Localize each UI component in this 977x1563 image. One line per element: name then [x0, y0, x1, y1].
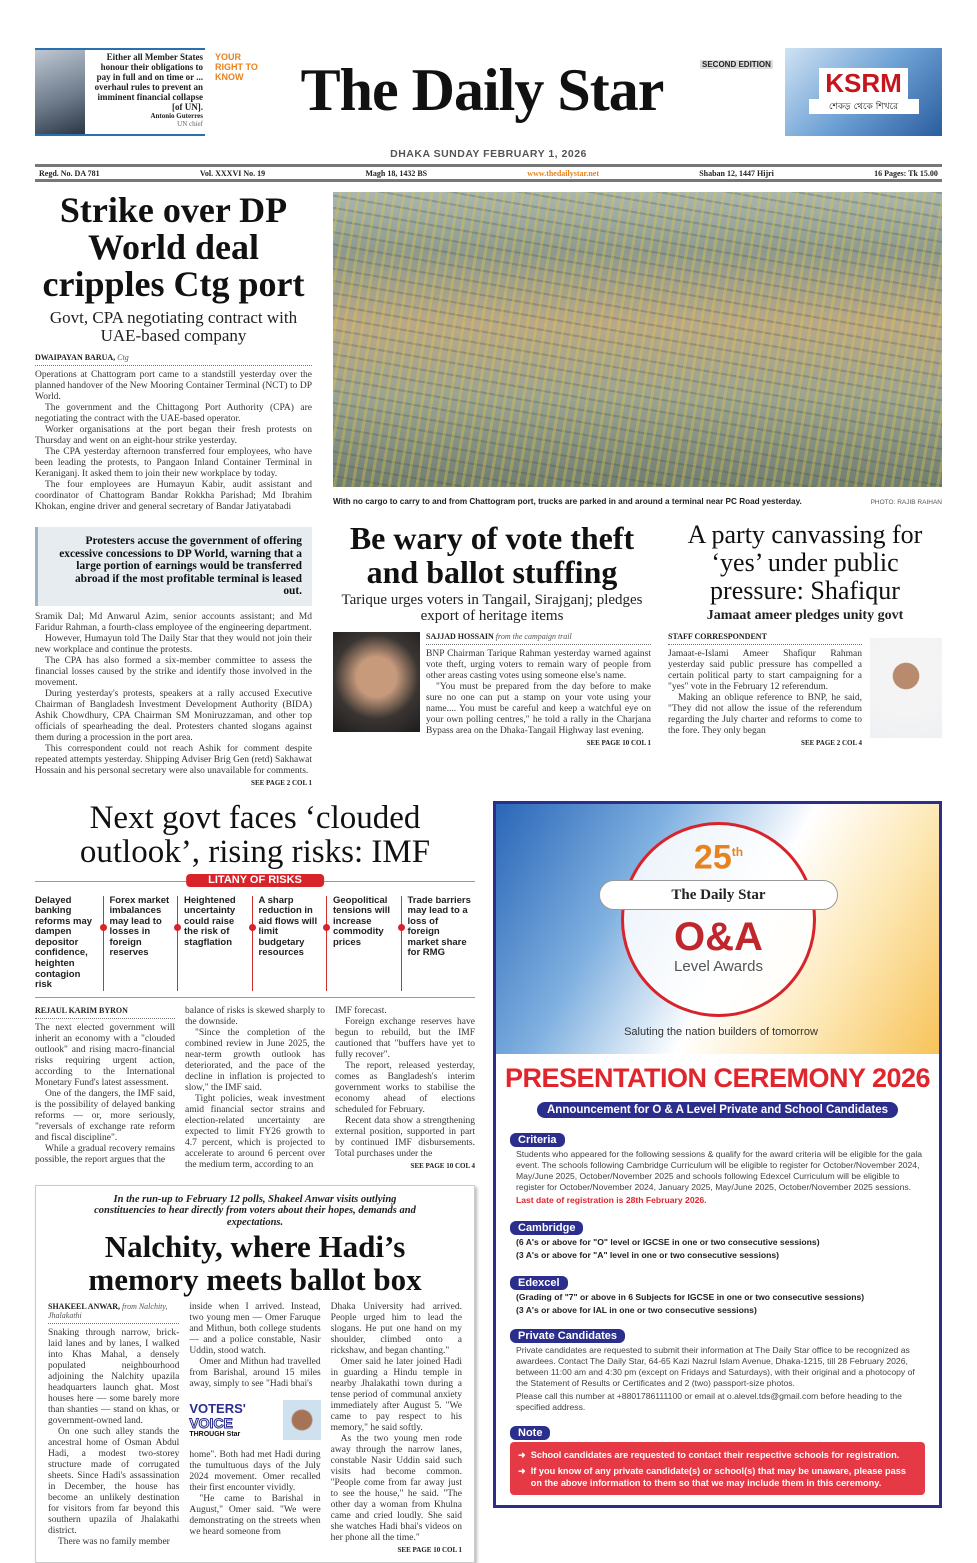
author-photo	[283, 1400, 321, 1440]
dateline: DHAKA SUNDAY FEBRUARY 1, 2026	[390, 148, 587, 160]
note-box: ➜ School candidates are requested to contact their respective schools for registration. ➜ If you know of any private candidate(s) or school(s) that may be unaware, please pass on the above information to them so that we may include them in this ceremony.	[510, 1442, 925, 1496]
ksrm-brand: KSRM	[819, 68, 908, 99]
edexcel-criterion: (3 A's or above for IAL in one or two consecutive sessions)	[516, 1304, 757, 1315]
shafiqur-jump-link[interactable]: SEE PAGE 2 COL 4	[801, 739, 862, 747]
registration-deadline: Last date of registration is 28th February 2026.	[516, 1194, 707, 1205]
tagline: YOUR RIGHT TO KNOW	[215, 52, 258, 82]
imf-headline[interactable]: Next govt faces ‘clouded outlook’, rising risks: IMF	[79, 799, 431, 870]
shafiqur-story[interactable]	[668, 521, 942, 747]
lead-headline[interactable]: Strike over DP World deal cripples Ctg port	[42, 190, 305, 304]
pull-quote: Protesters accuse the government of offering excessive concessions to DP World, warning that a large portion of earnings would be transferred abroad if the most profitable terminal is leased out.	[35, 527, 312, 606]
volume: Vol. XXXVI No. 19	[199, 168, 266, 178]
quote-role: UN chief	[177, 120, 203, 128]
risk-item: A sharp reduction in aid flows will limit budgetary resources	[252, 896, 327, 991]
cambridge-label: Cambridge	[510, 1221, 583, 1235]
risk-item: Geopolitical tensions will increase commodity prices	[326, 896, 401, 991]
criteria-label: Criteria	[510, 1133, 565, 1147]
imf-body: REJAUL KARIM BYRON The next elected government will inherit an economy with a "clouded outlook" and rising macro-financial risks requiring urgent action, according to the International Monetary Fund's latest assessment. One of the dangers, the IMF said, is the possibility of delayed banking reforms — or, more seriously, "reversals of exchange rate reform and fiscal discipline". While a gradual recovery remains possible, the report argues that the balance of risks is skewed sharply to the downside. "Since the completion of the combined review in June 2025, the near-term growth outlook has deteriorated, and the pace of the decline in inflation is projected to slow," the IMF said. Tight policies, weak investment amid financial sector strains and election-related uncertainty are expected to limit FY26 growth to 4.7 percent, which is projected to accelerate to around 6 percent over the medium term, according to an IMF forecast. Foreign exchange reserves have begun to rebuild, but the IMF cautioned that "buffers have yet to fully recover". The report, released yesterday, comes as Bangladesh's interim government works to stabilise the economy ahead of elections scheduled for February. Recent data show a strengthening external position, supported in part by continued IMF disbursements. Total purchases under the SEE PAGE 10 COL 4	[35, 1005, 475, 1170]
website-link[interactable]: www.thedailystar.net	[527, 168, 600, 178]
regd-no: Regd. No. DA 781	[39, 168, 100, 178]
guterres-photo	[35, 50, 85, 134]
lead-byline: DWAIPAYAN BARUA, Ctg	[35, 353, 312, 366]
private-candidates-text: Private candidates are requested to submit their information at The Daily Star office to be recognized as awardees. Contact The Daily Star, 64-65 Kazi Nazrul Islam Avenue, Dhaka-1215, till 28 February 2026, between 11:00 am and 4:30 pm (except on Fridays and Saturdays), with their original and a photocopy of the Statement of Results or Certificates and 2 (two) passport-size photos.	[516, 1344, 915, 1388]
shafiqur-deck: Jamaat ameer pledges unity govt	[706, 608, 904, 623]
award-motto: Saluting the nation builders of tomorrow	[624, 1025, 818, 1038]
quote-author: Antonio Guterres	[150, 112, 203, 120]
quote-text: Either all Member States honour their obligations to pay in full and on time or ... overhaul rules to prevent an imminent financial collapse [of UN].	[94, 52, 203, 112]
criteria-text: Students who appeared for the following sessions & qualify for the award criteria will be eligible for the gala event. The schools following Cambridge Curriculum will be eligible to register for October/November 2024, May/June 2025, October/November 2025 and schools following Edexcel Curriculum will be eligible to register for October/November 2024, January 2025, May/June 2025, October/November 2025 sessions.	[516, 1148, 923, 1192]
nalchity-byline: SHAKEEL ANWAR, from Nalchity, Jhalakathi	[48, 1302, 179, 1324]
contact-text: Please call this number at +8801786111100 or email at o.alevel.tds@gmail.com before heading to the specified address.	[516, 1390, 902, 1412]
ksrm-slogan: শেকড় থেকে শিখরে	[809, 99, 919, 114]
nalchity-story[interactable]: In the run-up to February 12 polls, Shakeel Anwar visits outlying constituencies to hear directly from voters about their hopes, demands and expectations. Nalchity, where Hadi’s memory meets ballot box SHAKEEL ANWAR, from Nalchity, Jhalakathi Snaking through narrow, brick-laid lanes and by lanes, I walked into Khas Mahal, a densely populated neighbourhood adjoining the Nalchity upazila headquarters launch ghat. Most houses here — some barely more than shanties — stand on khas, or government-owned land. On one such alley stands the ancestral home of Osman Abdul Hadi, a modest two-storey structure made of corrugated sheets. Since Hadi's assassination in December, the house has become an unlikely destination for visitors from far beyond this southern upazila of Jhalakathi district. There was no family member inside when I arrived. Instead, two young men — Omer Faruque and Mithun, both college students — and a police constable, Nasir Uddin, stood watch. Omer and Mithun had travelled from Barishal, around 15 miles away, simply to see "Hadi bhai's VOTERS' VOICE THROUGH Star home". Both had met Hadi during the tumultuous days of the July 2024 movement. Omer recalled their first encounter vividly. "He came to Barishal in August," Omer said. "We were demonstrating on the streets when we heard someone from Dhaka University had arrived. People urged him to lead the slogans. He put one hand on my shoulder, climbed onto a rickshaw, and began chanting." Omer said he later joined Hadi in guarding a Hindu temple in nearby Jhalakathi town during a tense period of communal anxiety immediately after August 5. "We came to pay respect to his memory," he said softly. As the two young men rode away through the narrow lanes, constable Nasir Uddin said such visits had become common. "People come from far away just to see the house," he said. "The other day a woman from Khulna came and cried loudly. She said she watches Hadi bhai's videos on her phone all the time." SEE PAGE 10 COL 1	[35, 1185, 475, 1563]
photo-caption: With no cargo to carry to and from Chattogram port, trucks are parked in and around a terminal near PC Road yesterday.	[333, 497, 802, 506]
imf-story[interactable]	[35, 801, 475, 1171]
shafiqur-photo	[870, 638, 942, 738]
shafiqur-headline[interactable]: A party canvassing for ‘yes’ under public pressure: Shafiqur	[687, 520, 923, 605]
cambridge-criterion: (3 A's or above for "A" level in one or two consecutive sessions)	[516, 1249, 779, 1260]
risk-item: Trade barriers may lead to a loss of foreign market share for RMG	[401, 896, 476, 991]
photo-credit: PHOTO: RAJIB RAIHAN	[870, 499, 942, 506]
tarique-byline: SAJJAD HOSSAIN from the campaign trail	[426, 632, 651, 645]
tarique-body: BNP Chairman Tarique Rahman yesterday warned against vote theft, urging voters to remain wary of people from other areas casting votes using someone else's name. "You must be prepared from the day before to make sure no one can put a stamp on your vote using your name.... You must be careful and keep a watchful eye on your own polling centres," he told a rally in the Charjana Bypass area on the Dhaka-Tangail Highway last evening.	[426, 649, 651, 736]
lead-jump-link[interactable]: SEE PAGE 2 COL 1	[251, 778, 312, 787]
shafiqur-body: Jamaat-e-Islami Ameer Shafiqur Rahman yesterday said public pressure has compelled a certain political party to start campaigning for a "yes" vote in the February 12 referendum. Making an oblique reference to BNP, he said, "They did not allow the issue of the referendum regarding the July charter and reforms to come to the fore. They only began	[668, 649, 862, 736]
oa-level-awards-ad[interactable]	[493, 801, 942, 1509]
edexcel-criterion: (Grading of "7" or above in 6 Subjects for IGCSE in one or two consecutive sessions)	[516, 1291, 865, 1302]
litany-title: LITANY OF RISKS	[186, 874, 324, 887]
cambridge-criterion: (6 A's or above for "O" level or IGCSE in one or two consecutive sessions)	[516, 1236, 820, 1247]
imf-jump-link[interactable]: SEE PAGE 10 COL 4	[410, 1161, 475, 1170]
lead-body-1: Operations at Chattogram port came to a standstill yesterday over the planned handover of the New Mooring Container Terminal (NCT) to DP World. The government and the Chittagong Port Authority (CPA) are negotiating the contract with the UAE-based operator. Worker organisations at the port began their fresh protests on Thursday and went on an eight-hour strike yesterday. The CPA yesterday afternoon transferred four employees, who have been leading the protests, to Pangaon Inland Container Terminal in Keraniganj. It asked them to join their new workplace by today. The four employees are Humayun Kabir, audit assistant and coordinator of Chattogram Bandar Rokkha Parishad; Md Ibrahim Khokan, engine driver and general secretary of Bandar Jatiyatabadi	[35, 370, 312, 512]
bangla-date: Magh 18, 1432 BS	[365, 168, 428, 178]
ksrm-ad[interactable]	[785, 48, 942, 136]
arrow-icon: ➜	[518, 1449, 526, 1460]
announcement-banner: Announcement for O & A Level Private and School Candidates	[537, 1102, 898, 1118]
info-bar	[35, 164, 942, 182]
pages-price: 16 Pages: Tk 15.00	[874, 168, 938, 178]
tarique-headline[interactable]: Be wary of vote theft and ballot stuffing	[349, 520, 635, 590]
private-candidates-label: Private Candidates	[510, 1329, 625, 1343]
edition-badge: SECOND EDITION	[702, 60, 771, 69]
hijri-date: Shaban 12, 1447 Hijri	[699, 168, 774, 178]
voters-voice-logo: VOTERS' VOICE THROUGH Star	[189, 1400, 320, 1440]
nalchity-headline[interactable]: Nalchity, where Hadi’s memory meets ballot box	[88, 1229, 422, 1298]
port-trucks-photo[interactable]	[333, 192, 942, 487]
lead-deck: Govt, CPA negotiating contract with UAE-based company	[49, 308, 298, 345]
arrow-icon: ➜	[518, 1466, 526, 1476]
nalchity-jump-link[interactable]: SEE PAGE 10 COL 1	[397, 1546, 462, 1555]
lead-story[interactable]	[35, 192, 312, 787]
edexcel-label: Edexcel	[510, 1276, 568, 1290]
risks-list	[35, 881, 475, 998]
risk-item: Delayed banking reforms may dampen depositor confidence, heighten contagion risk	[35, 894, 93, 991]
tarique-deck: Tarique urges voters in Tangail, Sirajganj; pledges export of heritage items	[341, 592, 643, 624]
risk-item: Forex market imbalances may lead to losses in foreign reserves	[103, 896, 178, 991]
risk-item: Heightened uncertainty could raise the risk of stagflation	[177, 896, 252, 991]
lead-body-2: Sramik Dal; Md Anwarul Azim, senior accounts assistant; and Md Faridur Rahman, a fourth-class employee of the engineering department. However, Humayun told The Daily Star that they would not join their new workplace and continue the protests. The CPA has also formed a six-member committee to assess the financial losses caused by the strike and identify those involved in the movement. During yesterday's protests, speakers at a rally accused Executive Chairman of Bangladesh Investment Development Authority (BIDA) Ashik Chowdhury, CPA Chairman SM Moniruzzaman, and other top officials of spearheading the deal. Protesters chanted slogans against them during a procession in the port area. This correspondent could not reach Ashik for comment despite repeated attempts yesterday. Shipping Adviser Brig Gen (retd) Sakhawat Hossain and his personal secretary were also unavailable for comments.	[35, 611, 312, 776]
newspaper-logo: The Daily Star	[300, 57, 664, 123]
note-label: Note	[510, 1426, 550, 1440]
award-emblem: 25th The Daily Star O&A Level Awards	[621, 822, 816, 1017]
imf-byline: REJAUL KARIM BYRON	[35, 1006, 175, 1019]
shafiqur-byline: STAFF CORRESPONDENT	[668, 632, 862, 645]
tarique-photo	[333, 632, 420, 732]
quote-box	[35, 48, 205, 136]
ceremony-title: PRESENTATION CEREMONY 2026	[504, 1062, 931, 1093]
nalchity-kicker: In the run-up to February 12 polls, Shakeel Anwar visits outlying constituencies to hear directly from voters about their hopes, demands and expectations.	[94, 1193, 416, 1228]
tarique-jump-link[interactable]: SEE PAGE 10 COL 1	[586, 739, 651, 747]
tarique-story[interactable]	[333, 521, 651, 747]
